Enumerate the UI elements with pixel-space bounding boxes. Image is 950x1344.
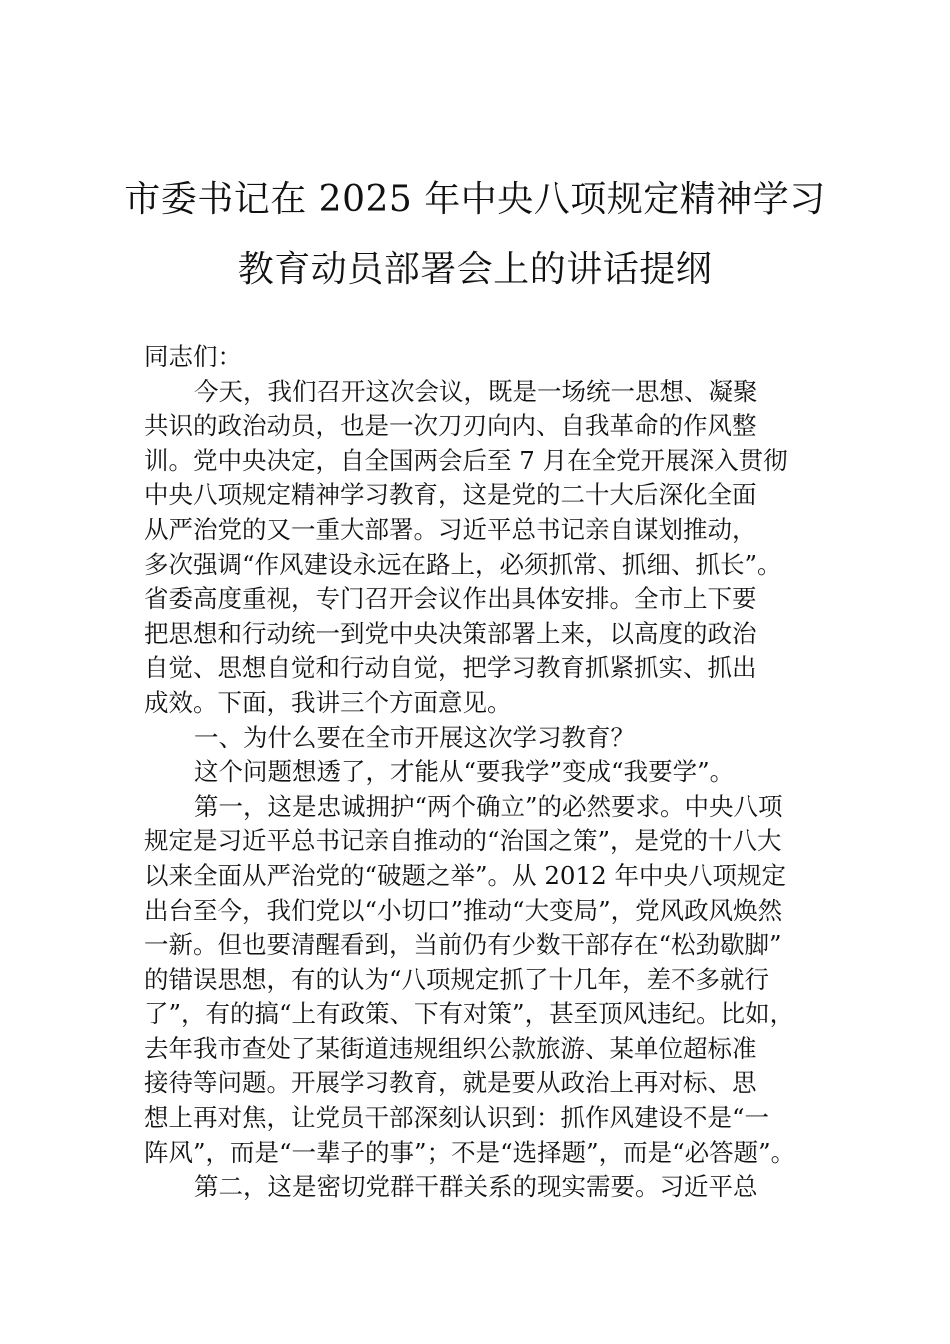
body-line: 阵风”，而是“一辈子的事”；不是“选择题”，而是“必答题”。	[144, 1137, 796, 1167]
body-line: 一新。但也要清醒看到，当前仍有少数干部存在“松劲歇脚”	[144, 930, 782, 960]
body-line: 的错误思想，有的认为“八项规定抓了十几年，差不多就行	[144, 964, 770, 994]
body-line: 成效。下面，我讲三个方面意见。	[144, 687, 512, 717]
document-body	[144, 340, 824, 1205]
body-line: 出台至今，我们党以“小切口”推动“大变局”，党风政风焕然	[144, 895, 783, 925]
body-line: 这个问题想透了，才能从“要我学”变成“我要学”。	[194, 757, 735, 787]
body-line: 多次强调“作风建设永远在路上，必须抓常、抓细、抓长”。	[144, 549, 782, 579]
body-line: 了”，有的搞“上有政策、下有对策”，甚至顶风违纪。比如，	[144, 999, 795, 1029]
body-line: 接待等问题。开展学习教育，就是要从政治上再对标、思	[144, 1068, 757, 1098]
body-line: 把思想和行动统一到党中央决策部署上来，以高度的政治	[144, 618, 757, 648]
body-line: 今天，我们召开这次会议，既是一场统一思想、凝聚	[194, 376, 758, 406]
body-line: 共识的政治动员，也是一次刀刃向内、自我革命的作风整	[144, 411, 757, 441]
body-line: 一、为什么要在全市开展这次学习教育？	[194, 722, 635, 752]
body-line: 第二，这是密切党群干群关系的现实需要。习近平总	[194, 1172, 758, 1202]
body-line: 规定是习近平总书记亲自推动的“治国之策”，是党的十八大	[144, 826, 782, 856]
body-line: 省委高度重视，专门召开会议作出具体安排。全市上下要	[144, 584, 757, 614]
body-line: 训。党中央决定，自全国两会后至 7 月在全党开展深入贯彻	[144, 445, 788, 475]
body-line: 以来全面从严治党的“破题之举”。从 2012 年中央八项规定	[144, 860, 786, 890]
salutation: 同志们：	[144, 342, 242, 371]
body-line: 想上再对焦，让党员干部深刻认识到：抓作风建设不是“一	[144, 1103, 770, 1133]
document-title-line-1: 市委书记在 2025 年中央八项规定精神学习	[124, 179, 826, 220]
body-line: 自觉、思想自觉和行动自觉，把学习教育抓紧抓实、抓出	[144, 653, 757, 683]
body-line: 去年我市查处了某街道违规组织公款旅游、某单位超标准	[144, 1033, 757, 1063]
body-line: 从严治党的又一重大部署。习近平总书记亲自谋划推动，	[144, 514, 757, 544]
body-line: 中央八项规定精神学习教育，这是党的二十大后深化全面	[144, 480, 757, 510]
document-title-line-2: 教育动员部署会上的讲话提纲	[237, 249, 713, 290]
body-line: 第一，这是忠诚拥护“两个确立”的必然要求。中央八项	[194, 791, 783, 821]
